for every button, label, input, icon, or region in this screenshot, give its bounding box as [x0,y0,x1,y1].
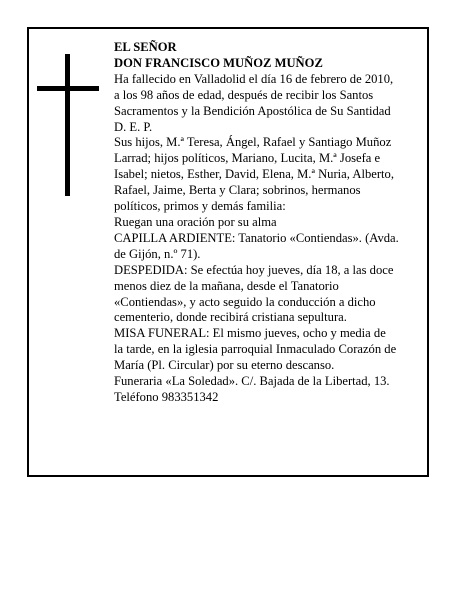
cross-horizontal-bar [37,86,99,91]
body-line: «Contiendas», y acto seguido la conducción a dicho [114,294,376,309]
heading-deceased-name: DON FRANCISCO MUÑOZ MUÑOZ [114,55,323,70]
latin-cross-icon [37,54,99,196]
body-line: Isabel; nietos, Esther, David, Elena, M.ª Nuria, Alberto, [114,167,394,182]
body-line: Teléfono 983351342 [114,389,219,404]
body-line: la tarde, en la iglesia parroquial Inmaculado Corazón de [114,342,397,357]
body-line: Ruegan una oración por su alma [114,214,277,229]
body-line: Rafael, Jaime, Berta y Clara; sobrinos, hermanos [114,183,361,198]
body-line: María (Pl. Circular) por su eterno descanso. [114,358,335,373]
body-line: a los 98 años de edad, después de recibir los Santos [114,87,374,102]
body-line: de Gijón, n.º 71). [114,246,201,261]
obituary-text [114,40,426,406]
cross-vertical-bar [65,54,70,196]
body-line: DESPEDIDA: Se efectúa hoy jueves, día 18, a las doce [114,262,394,277]
body-line: CAPILLA ARDIENTE: Tanatorio «Contiendas». (Avda. [114,230,399,245]
body-line: MISA FUNERAL: El mismo jueves, ocho y media de [114,326,386,341]
body-line: Sus hijos, M.ª Teresa, Ángel, Rafael y Santiago Muñoz [114,135,392,150]
body-line: D. E. P. [114,119,153,134]
body-line: Ha fallecido en Valladolid el día 16 de febrero de 2010, [114,71,394,86]
body-line: cementerio, donde recibirá cristiana sepultura. [114,310,347,325]
heading-title: EL SEÑOR [114,40,177,54]
body-line: menos diez de la mañana, desde el Tanatorio [114,278,339,293]
body-line: Sacramentos y la Bendición Apostólica de Su Santidad [114,103,391,118]
body-line: políticos, primos y demás familia: [114,199,286,214]
body-line: Funeraria «La Soledad». C/. Bajada de la Libertad, 13. [114,374,390,389]
body-line: Larrad; hijos políticos, Mariano, Lucita, M.ª Josefa e [114,151,381,166]
